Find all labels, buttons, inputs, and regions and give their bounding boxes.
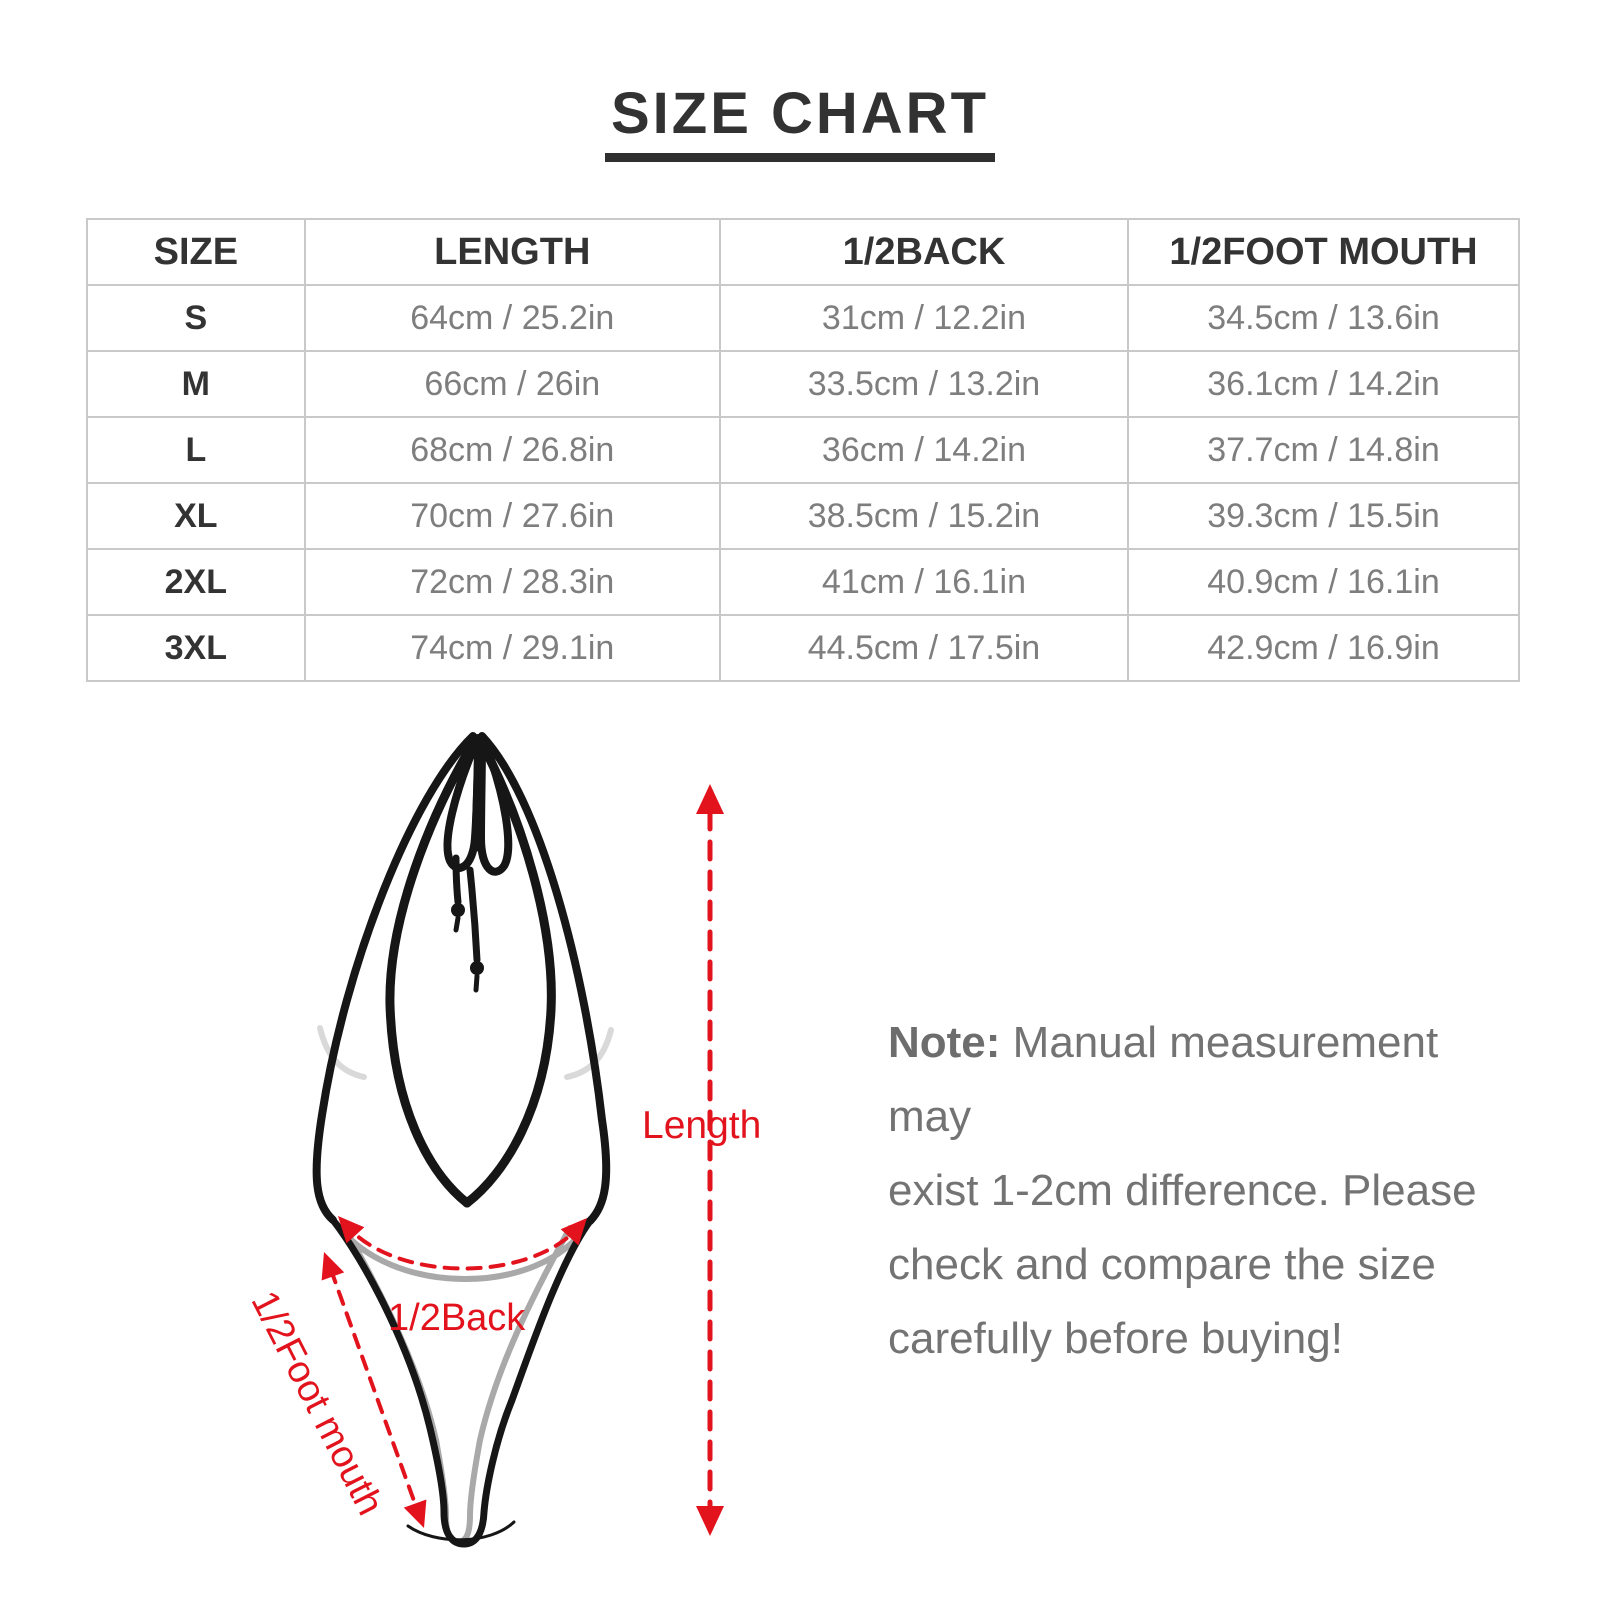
length-value: 66cm / 26in	[305, 351, 720, 417]
half-back-value: 38.5cm / 15.2in	[720, 483, 1128, 549]
col-header-half-foot-mouth: 1/2FOOT MOUTH	[1128, 219, 1519, 285]
half-back-value: 33.5cm / 13.2in	[720, 351, 1128, 417]
length-value: 68cm / 26.8in	[305, 417, 720, 483]
length-label: Length	[642, 1104, 762, 1147]
note-line	[888, 1006, 1508, 1154]
table-row-3xl	[87, 615, 1519, 681]
tie-string-short-knot	[451, 903, 465, 917]
col-header-half-back: 1/2BACK	[720, 219, 1128, 285]
half-foot-mouth-value: 42.9cm / 16.9in	[1128, 615, 1519, 681]
tie-bow-center	[477, 740, 480, 846]
size-table	[86, 218, 1520, 682]
size-value: 2XL	[87, 549, 305, 615]
table-row-2xl	[87, 549, 1519, 615]
col-header-size: SIZE	[87, 219, 305, 285]
length-value: 72cm / 28.3in	[305, 549, 720, 615]
half-back-value: 44.5cm / 17.5in	[720, 615, 1128, 681]
table-row-m	[87, 351, 1519, 417]
size-value: M	[87, 351, 305, 417]
tie-string-short	[456, 858, 458, 902]
table-header-row	[87, 219, 1519, 285]
note-line: exist 1-2cm difference. Please	[888, 1166, 1477, 1215]
note-line: carefully before buying!	[888, 1314, 1343, 1363]
tie-string-short-tail	[456, 918, 458, 930]
title-wrap	[0, 81, 1600, 162]
neckline-left	[390, 740, 475, 1203]
size-value: L	[87, 417, 305, 483]
half-foot-mouth-value: 36.1cm / 14.2in	[1128, 351, 1519, 417]
half-foot-mouth-value: 37.7cm / 14.8in	[1128, 417, 1519, 483]
note-text	[888, 1006, 1508, 1376]
half-foot-mouth-label: 1/2Foot mouth	[242, 1284, 392, 1522]
half-foot-mouth-value: 39.3cm / 15.5in	[1128, 483, 1519, 549]
length-arrow-top	[696, 784, 724, 814]
page-title: SIZE CHART	[605, 84, 995, 162]
tie-string-long	[470, 870, 477, 960]
note-line-text: Manual measurement may	[888, 1018, 1439, 1141]
length-arrow-bottom	[696, 1506, 724, 1536]
tie-string-long-knot	[470, 961, 484, 975]
half-back-value: 41cm / 16.1in	[720, 549, 1128, 615]
tie-bow-loop-right	[481, 738, 508, 872]
table-row-l	[87, 417, 1519, 483]
note-label: Note:	[888, 1018, 1001, 1067]
length-value: 70cm / 27.6in	[305, 483, 720, 549]
table-row-xl	[87, 483, 1519, 549]
half-foot-mouth-arrow-top	[313, 1248, 344, 1281]
half-back-label: 1/2Back	[388, 1297, 526, 1339]
half-back-value: 31cm / 12.2in	[720, 285, 1128, 351]
half-back-value: 36cm / 14.2in	[720, 417, 1128, 483]
size-value: 3XL	[87, 615, 305, 681]
note-line: check and compare the size	[888, 1240, 1436, 1289]
table-row-s	[87, 285, 1519, 351]
col-header-length: LENGTH	[305, 219, 720, 285]
half-foot-mouth-value: 34.5cm / 13.6in	[1128, 285, 1519, 351]
size-value: XL	[87, 483, 305, 549]
length-value: 74cm / 29.1in	[305, 615, 720, 681]
size-value: S	[87, 285, 305, 351]
tie-string-long-tail	[476, 976, 477, 990]
half-foot-mouth-value: 40.9cm / 16.1in	[1128, 549, 1519, 615]
length-value: 64cm / 25.2in	[305, 285, 720, 351]
